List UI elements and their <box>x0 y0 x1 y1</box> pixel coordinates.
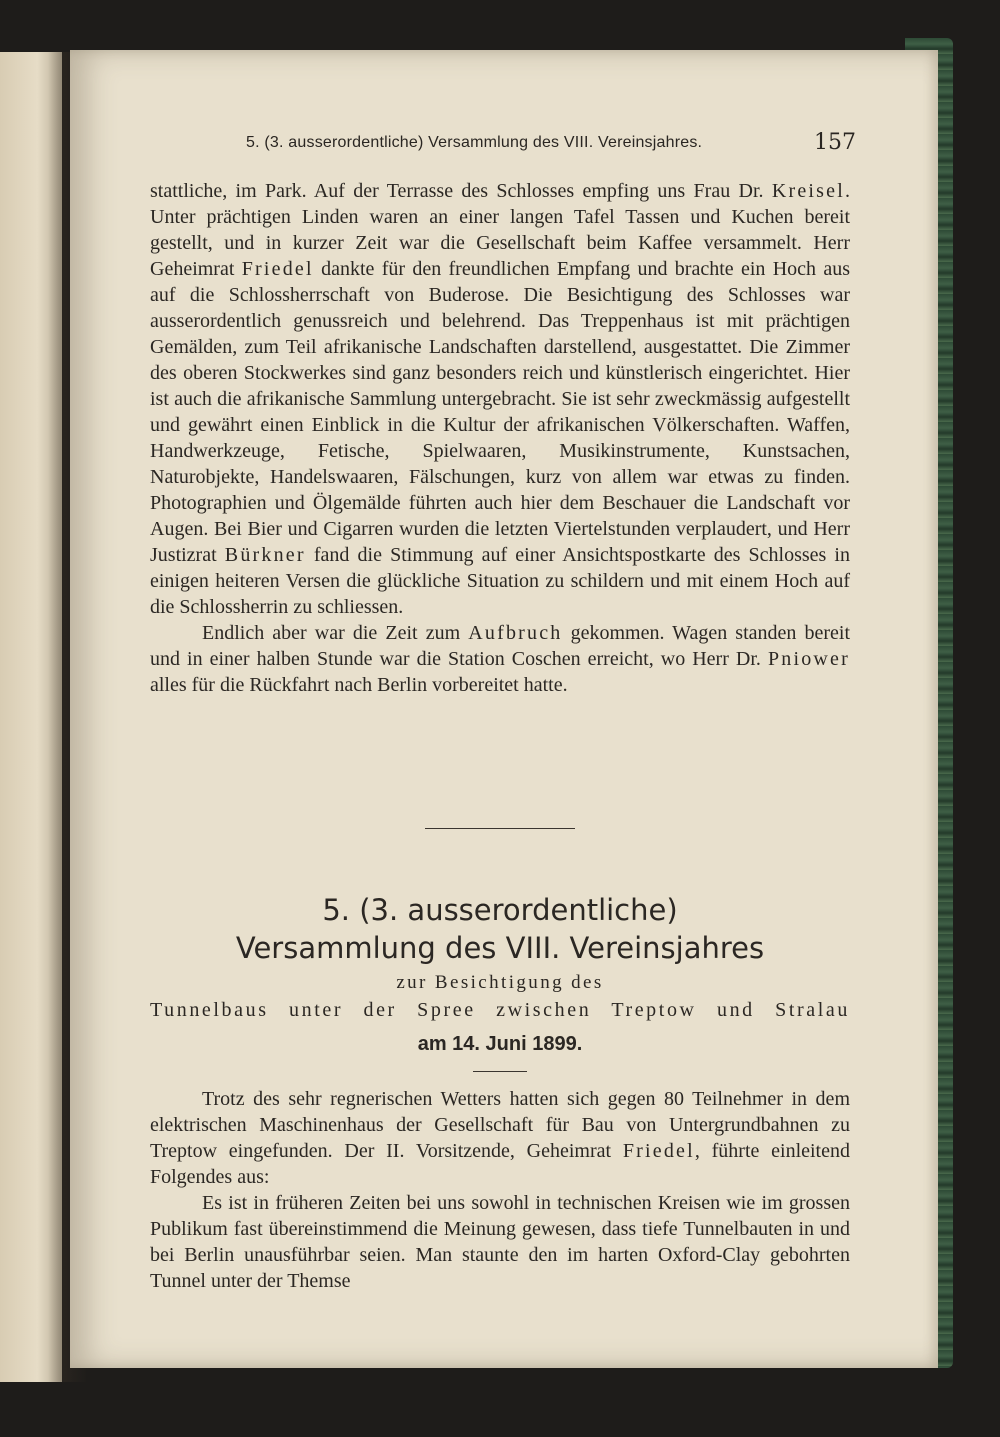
person-name: Friedel <box>622 1140 695 1162</box>
person-name: Pniower <box>767 648 850 670</box>
section-heading-number: 5. (3. ausserordentliche) <box>322 893 678 927</box>
section-divider <box>425 828 575 829</box>
section-1-text <box>150 178 850 698</box>
person-name: Kreisel <box>771 180 845 202</box>
paragraph-meeting-intro: Trotz des sehr regnerischen Wetters hatten sich gegen 80 Teilnehmer in dem elektrischen Maschinenhaus der Gesellschaft für Bau von Untergrundbahnen zu Treptow eingefunden. Der II. Vorsitzende, Geheimrat Friedel, führte einleitend Folgendes aus: <box>150 1088 850 1188</box>
heading-underline <box>473 1071 527 1072</box>
book-page <box>70 50 938 1368</box>
person-name: Friedel <box>241 258 314 280</box>
paragraph-departure: Endlich aber war die Zeit zum Aufbruch gekommen. Wagen standen bereit und in einer halben Stunde war die Station Coschen erreicht, wo Herr Dr. Pniower alles für die Rückfahrt nach Berlin vorbereitet hatte. <box>150 622 851 696</box>
page-header <box>70 130 938 160</box>
section-heading-subtitle: zur Besichtigung des <box>396 972 604 993</box>
section-heading-date: am 14. Juni 1899. <box>417 1033 583 1055</box>
section-2-text <box>150 1086 850 1294</box>
running-title: 5. (3. ausserordentliche) Versammlung des VIII. Vereinsjahres. <box>246 134 703 151</box>
person-name: Bürkner <box>224 544 306 566</box>
section-heading-location: Tunnelbaus unter der Spree zwischen Treptow und Stralau <box>150 999 850 1021</box>
section-heading-title: Versammlung des VIII. Vereinsjahres <box>235 931 765 965</box>
page-number: 157 <box>814 130 856 155</box>
paragraph-speech-start: Es ist in früheren Zeiten bei uns sowohl in technischen Kreisen wie im grossen Publikum fast übereinstimmend die Meinung gewesen, dass tiefe Tunnelbauten in und bei Berlin unausführbar seien. Man staunte den im harten Oxford-Clay gebohrten Tunnel unter der Themse <box>150 1192 850 1292</box>
paragraph-park-visit: stattliche, im Park. Auf der Terrasse des Schlosses empfing uns Frau Dr. Kreisel. Unter prächtigen Linden waren an einer langen Tafel Tassen und Kuchen bereit gestellt, und in kurzer Zeit war die Gesellschaft beim Kaffee versammelt. Herr Geheimrat Friedel dankte für den freundlichen Empfang und brachte ein Hoch aus auf die Schlossherrschaft von Buderose. Die Besichtigung des Schlosses war ausserordentlich genussreich und belehrend. Das Treppenhaus ist mit prächtigen Gemälden, zum Teil afrikanische Landschaften darstellend, ausgestattet. Die Zimmer des oberen Stockwerkes sind ganz besonders reich und künstlerisch eingerichtet. Hier ist auch die afrikanische Sammlung untergebracht. Sie ist sehr zweckmässig aufgestellt und gewährt einen Einblick in die Kultur der afrikanischen Völkerschaften. Waffen, Handwerkzeuge, Fetische, Spielwaaren, Musikinstrumente, Kunstsachen, Naturobjekte, Handelswaaren, Fälschungen, kurz von allem war etwas zu finden. Photographien und Ölgemälde führten auch hier dem Beschauer die Landschaft vor Augen. Bei Bier und Cigarren wurden die letzten Viertelstunden verplaudert, und Herr Justizrat Bürkner fand die Stimmung auf einer Ansichtspostkarte des Schlosses in einigen heiteren Versen die glückliche Situation zu schildern und mit einem Hoch auf die Schlossherrin zu schliessen. <box>150 180 850 618</box>
spaced-word: Aufbruch <box>468 622 563 644</box>
